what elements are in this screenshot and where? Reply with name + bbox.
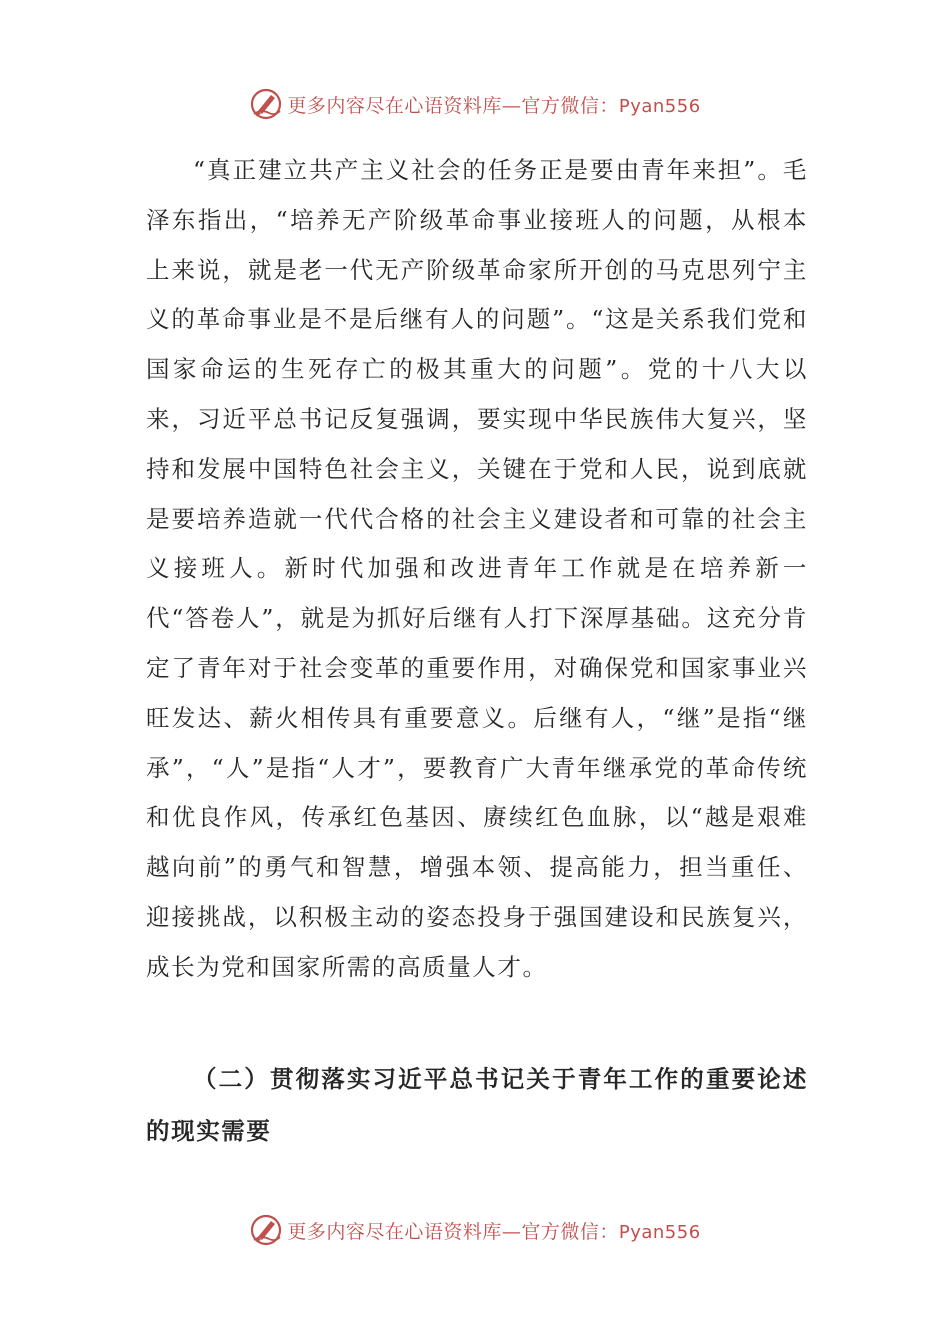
pen-logo-icon	[249, 87, 283, 121]
footer-watermark-banner	[0, 1210, 950, 1250]
section-heading	[146, 1053, 808, 1157]
pen-logo-icon	[249, 1213, 283, 1247]
header-watermark-banner	[0, 84, 950, 124]
watermark-text: 更多内容尽在心语资料库—官方微信：Pyan556	[287, 1220, 701, 1243]
watermark-text: 更多内容尽在心语资料库—官方微信：Pyan556	[287, 94, 701, 117]
heading-text: （二）贯彻落实习近平总书记关于青年工作的重要论述的现实需要	[146, 1065, 808, 1145]
paragraph-text: “真正建立共产主义社会的任务正是要由青年来担”。毛泽东指出，“培养无产阶级革命事业接班人的问题，从根本上来说，就是老一代无产阶级革命家所开创的马克思列宁主义的革命事业是不是后继有人的问题”。“这是关系我们党和国家命运的生死存亡的极其重大的问题”。党的十八大以来，习近平总书记反复强调，要实现中华民族伟大复兴，坚持和发展中国特色社会主义，关键在于党和人民，说到底就是要培养造就一代代合格的社会主义建设者和可靠的社会主义接班人。新时代加强和改进青年工作就是在培养新一代“答卷人”，就是为抓好后继有人打下深厚基础。这充分肯定了青年对于社会变革的重要作用，对确保党和国家事业兴旺发达、薪火相传具有重要意义。后继有人，“继”是指“继承”，“人”是指“人才”，要教育广大青年继承党的革命传统和优良作风，传承红色基因、赓续红色血脉，以“越是艰难越向前”的勇气和智慧，增强本领、提高能力，担当重任、迎接挑战，以积极主动的姿态投身于强国建设和民族复兴，成长为党和国家所需的高质量人才。	[146, 156, 808, 981]
body-paragraph	[146, 146, 808, 993]
